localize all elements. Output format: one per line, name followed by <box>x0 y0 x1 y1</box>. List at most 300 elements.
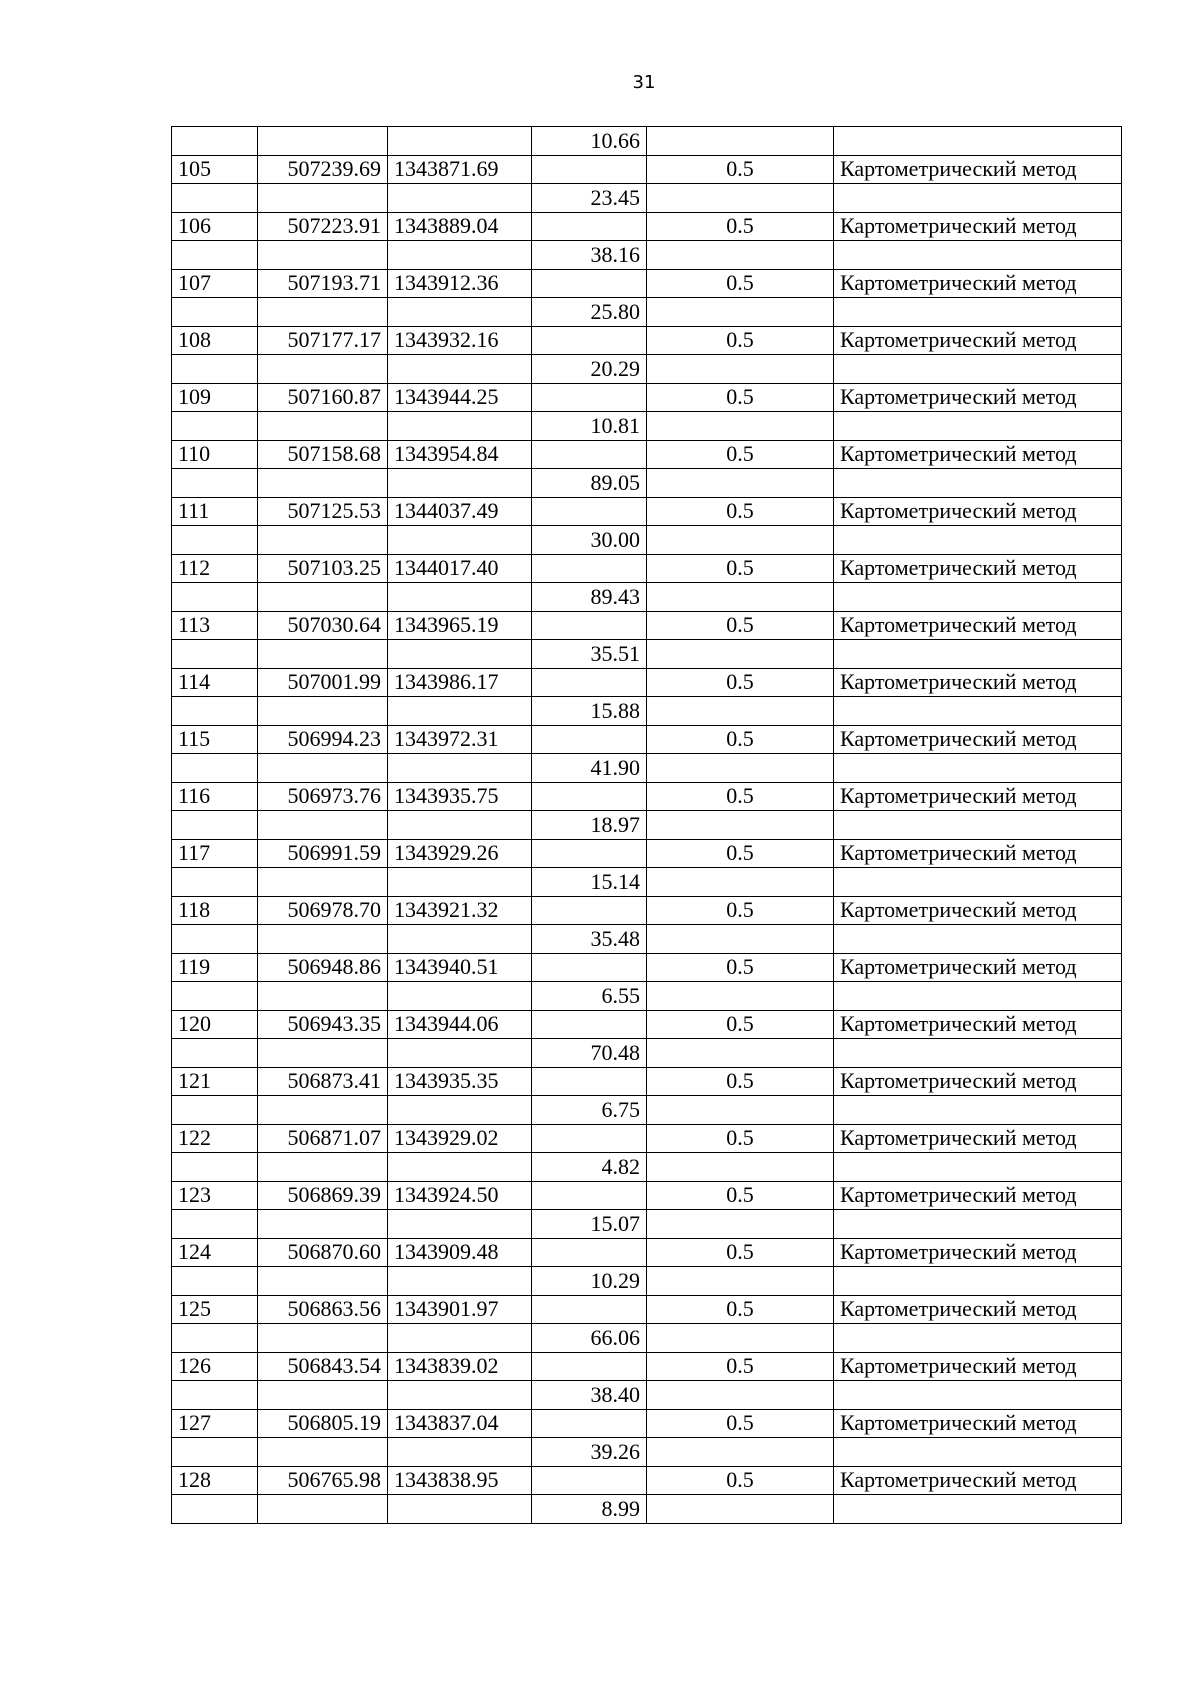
table-row <box>172 383 1122 412</box>
y-coordinate-cell: 1343921.32 <box>388 896 532 925</box>
y-coordinate-cell <box>388 754 532 783</box>
table-row <box>172 212 1122 241</box>
x-coordinate-cell <box>258 1153 388 1182</box>
x-coordinate-cell <box>258 1438 388 1467</box>
accuracy-cell: 0.5 <box>647 155 834 184</box>
point-number-cell <box>172 868 258 897</box>
point-number-cell <box>172 355 258 384</box>
distance-cell: 15.14 <box>532 868 647 897</box>
accuracy-cell <box>647 1324 834 1353</box>
y-coordinate-cell <box>388 1324 532 1353</box>
distance-cell <box>532 383 647 412</box>
y-coordinate-cell: 1343940.51 <box>388 953 532 982</box>
distance-cell: 15.07 <box>532 1210 647 1239</box>
point-number-cell: 110 <box>172 440 258 469</box>
distance-cell <box>532 497 647 526</box>
x-coordinate-cell: 507160.87 <box>258 383 388 412</box>
accuracy-cell: 0.5 <box>647 554 834 583</box>
table-row <box>172 754 1122 783</box>
y-coordinate-cell: 1343871.69 <box>388 155 532 184</box>
method-cell <box>834 1324 1122 1353</box>
x-coordinate-cell: 506973.76 <box>258 782 388 811</box>
distance-cell: 10.66 <box>532 127 647 156</box>
accuracy-cell <box>647 241 834 270</box>
point-number-cell: 109 <box>172 383 258 412</box>
table-row <box>172 1124 1122 1153</box>
x-coordinate-cell <box>258 355 388 384</box>
method-cell: Картометрический метод <box>834 953 1122 982</box>
accuracy-cell <box>647 1381 834 1410</box>
distance-cell <box>532 1124 647 1153</box>
y-coordinate-cell <box>388 1381 532 1410</box>
table-row <box>172 782 1122 811</box>
y-coordinate-cell: 1344037.49 <box>388 497 532 526</box>
distance-cell: 89.05 <box>532 469 647 498</box>
y-coordinate-cell <box>388 1495 532 1524</box>
table-row <box>172 155 1122 184</box>
x-coordinate-cell <box>258 583 388 612</box>
method-cell <box>834 127 1122 156</box>
y-coordinate-cell <box>388 868 532 897</box>
table-row <box>172 326 1122 355</box>
accuracy-cell: 0.5 <box>647 725 834 754</box>
table-row <box>172 1438 1122 1467</box>
point-number-cell: 122 <box>172 1124 258 1153</box>
table-row <box>172 269 1122 298</box>
y-coordinate-cell <box>388 1153 532 1182</box>
method-cell: Картометрический метод <box>834 383 1122 412</box>
accuracy-cell <box>647 184 834 213</box>
accuracy-cell: 0.5 <box>647 497 834 526</box>
method-cell: Картометрический метод <box>834 1181 1122 1210</box>
y-coordinate-cell: 1343972.31 <box>388 725 532 754</box>
x-coordinate-cell <box>258 412 388 441</box>
table-row <box>172 469 1122 498</box>
accuracy-cell <box>647 925 834 954</box>
table-row <box>172 127 1122 156</box>
point-number-cell: 128 <box>172 1466 258 1495</box>
y-coordinate-cell: 1343944.25 <box>388 383 532 412</box>
accuracy-cell <box>647 697 834 726</box>
x-coordinate-cell: 507001.99 <box>258 668 388 697</box>
x-coordinate-cell: 506978.70 <box>258 896 388 925</box>
point-number-cell: 120 <box>172 1010 258 1039</box>
method-cell: Картометрический метод <box>834 668 1122 697</box>
table-row <box>172 554 1122 583</box>
method-cell: Картометрический метод <box>834 269 1122 298</box>
accuracy-cell: 0.5 <box>647 1409 834 1438</box>
y-coordinate-cell: 1343901.97 <box>388 1295 532 1324</box>
accuracy-cell: 0.5 <box>647 896 834 925</box>
x-coordinate-cell: 506765.98 <box>258 1466 388 1495</box>
point-number-cell <box>172 982 258 1011</box>
distance-cell <box>532 1295 647 1324</box>
method-cell: Картометрический метод <box>834 1409 1122 1438</box>
accuracy-cell: 0.5 <box>647 1124 834 1153</box>
accuracy-cell <box>647 1495 834 1524</box>
y-coordinate-cell <box>388 925 532 954</box>
point-number-cell <box>172 469 258 498</box>
method-cell <box>834 868 1122 897</box>
method-cell: Картометрический метод <box>834 1067 1122 1096</box>
distance-cell <box>532 269 647 298</box>
x-coordinate-cell <box>258 1267 388 1296</box>
x-coordinate-cell: 506805.19 <box>258 1409 388 1438</box>
page-number: 31 <box>632 72 656 93</box>
point-number-cell <box>172 1096 258 1125</box>
distance-cell <box>532 839 647 868</box>
x-coordinate-cell: 507239.69 <box>258 155 388 184</box>
x-coordinate-cell <box>258 868 388 897</box>
table-row <box>172 1295 1122 1324</box>
point-number-cell <box>172 640 258 669</box>
x-coordinate-cell <box>258 640 388 669</box>
point-number-cell <box>172 526 258 555</box>
x-coordinate-cell <box>258 184 388 213</box>
distance-cell: 38.16 <box>532 241 647 270</box>
x-coordinate-cell: 506943.35 <box>258 1010 388 1039</box>
table-row <box>172 953 1122 982</box>
method-cell: Картометрический метод <box>834 611 1122 640</box>
table-row <box>172 1324 1122 1353</box>
point-number-cell <box>172 241 258 270</box>
x-coordinate-cell: 507158.68 <box>258 440 388 469</box>
table-row <box>172 440 1122 469</box>
accuracy-cell <box>647 583 834 612</box>
accuracy-cell: 0.5 <box>647 212 834 241</box>
distance-cell: 35.48 <box>532 925 647 954</box>
distance-cell: 20.29 <box>532 355 647 384</box>
point-number-cell: 115 <box>172 725 258 754</box>
y-coordinate-cell: 1343912.36 <box>388 269 532 298</box>
y-coordinate-cell: 1343929.02 <box>388 1124 532 1153</box>
point-number-cell: 106 <box>172 212 258 241</box>
point-number-cell <box>172 1039 258 1068</box>
x-coordinate-cell <box>258 697 388 726</box>
accuracy-cell: 0.5 <box>647 668 834 697</box>
table-row <box>172 1409 1122 1438</box>
x-coordinate-cell <box>258 925 388 954</box>
table-row <box>172 896 1122 925</box>
point-number-cell: 119 <box>172 953 258 982</box>
y-coordinate-cell <box>388 184 532 213</box>
distance-cell <box>532 782 647 811</box>
x-coordinate-cell <box>258 1039 388 1068</box>
method-cell <box>834 298 1122 327</box>
table-row <box>172 1010 1122 1039</box>
point-number-cell: 125 <box>172 1295 258 1324</box>
coordinates-table <box>171 126 1122 1524</box>
y-coordinate-cell: 1343929.26 <box>388 839 532 868</box>
method-cell <box>834 1210 1122 1239</box>
point-number-cell: 105 <box>172 155 258 184</box>
method-cell <box>834 982 1122 1011</box>
distance-cell <box>532 611 647 640</box>
y-coordinate-cell <box>388 355 532 384</box>
x-coordinate-cell: 507103.25 <box>258 554 388 583</box>
table-row <box>172 611 1122 640</box>
x-coordinate-cell <box>258 982 388 1011</box>
accuracy-cell <box>647 1096 834 1125</box>
point-number-cell <box>172 1438 258 1467</box>
accuracy-cell: 0.5 <box>647 1466 834 1495</box>
accuracy-cell <box>647 412 834 441</box>
x-coordinate-cell <box>258 469 388 498</box>
y-coordinate-cell: 1343838.95 <box>388 1466 532 1495</box>
point-number-cell: 112 <box>172 554 258 583</box>
distance-cell <box>532 1010 647 1039</box>
y-coordinate-cell: 1343889.04 <box>388 212 532 241</box>
method-cell <box>834 583 1122 612</box>
method-cell <box>834 1096 1122 1125</box>
table-row <box>172 1210 1122 1239</box>
method-cell <box>834 697 1122 726</box>
y-coordinate-cell <box>388 1039 532 1068</box>
table-row <box>172 640 1122 669</box>
point-number-cell: 113 <box>172 611 258 640</box>
method-cell <box>834 526 1122 555</box>
distance-cell <box>532 155 647 184</box>
x-coordinate-cell: 507125.53 <box>258 497 388 526</box>
method-cell: Картометрический метод <box>834 1466 1122 1495</box>
table-row <box>172 839 1122 868</box>
method-cell: Картометрический метод <box>834 725 1122 754</box>
accuracy-cell <box>647 1267 834 1296</box>
table-row <box>172 868 1122 897</box>
distance-cell: 10.29 <box>532 1267 647 1296</box>
point-number-cell <box>172 127 258 156</box>
accuracy-cell: 0.5 <box>647 1238 834 1267</box>
method-cell: Картометрический метод <box>834 212 1122 241</box>
point-number-cell: 124 <box>172 1238 258 1267</box>
distance-cell: 23.45 <box>532 184 647 213</box>
accuracy-cell <box>647 868 834 897</box>
distance-cell <box>532 1067 647 1096</box>
point-number-cell: 114 <box>172 668 258 697</box>
x-coordinate-cell: 506869.39 <box>258 1181 388 1210</box>
distance-cell: 10.81 <box>532 412 647 441</box>
table-row <box>172 1181 1122 1210</box>
accuracy-cell: 0.5 <box>647 326 834 355</box>
method-cell <box>834 1381 1122 1410</box>
table-row <box>172 697 1122 726</box>
x-coordinate-cell <box>258 1096 388 1125</box>
distance-cell: 6.55 <box>532 982 647 1011</box>
x-coordinate-cell: 507177.17 <box>258 326 388 355</box>
method-cell <box>834 1039 1122 1068</box>
point-number-cell <box>172 184 258 213</box>
distance-cell <box>532 668 647 697</box>
y-coordinate-cell <box>388 298 532 327</box>
table-row <box>172 1039 1122 1068</box>
distance-cell <box>532 1352 647 1381</box>
method-cell <box>834 925 1122 954</box>
table-row <box>172 1352 1122 1381</box>
point-number-cell <box>172 1495 258 1524</box>
distance-cell <box>532 212 647 241</box>
table-row <box>172 1267 1122 1296</box>
table-row <box>172 298 1122 327</box>
table-row <box>172 811 1122 840</box>
point-number-cell <box>172 1210 258 1239</box>
method-cell: Картометрический метод <box>834 839 1122 868</box>
x-coordinate-cell: 507193.71 <box>258 269 388 298</box>
point-number-cell: 108 <box>172 326 258 355</box>
method-cell <box>834 241 1122 270</box>
method-cell <box>834 355 1122 384</box>
point-number-cell <box>172 412 258 441</box>
coordinates-table-body <box>172 127 1122 1524</box>
method-cell: Картометрический метод <box>834 1010 1122 1039</box>
accuracy-cell: 0.5 <box>647 1181 834 1210</box>
method-cell: Картометрический метод <box>834 782 1122 811</box>
y-coordinate-cell: 1343965.19 <box>388 611 532 640</box>
method-cell <box>834 754 1122 783</box>
point-number-cell: 126 <box>172 1352 258 1381</box>
y-coordinate-cell <box>388 811 532 840</box>
accuracy-cell: 0.5 <box>647 269 834 298</box>
y-coordinate-cell <box>388 1096 532 1125</box>
y-coordinate-cell: 1343924.50 <box>388 1181 532 1210</box>
y-coordinate-cell <box>388 1210 532 1239</box>
x-coordinate-cell <box>258 754 388 783</box>
distance-cell: 66.06 <box>532 1324 647 1353</box>
accuracy-cell <box>647 1153 834 1182</box>
y-coordinate-cell: 1343935.75 <box>388 782 532 811</box>
x-coordinate-cell: 506843.54 <box>258 1352 388 1381</box>
point-number-cell <box>172 697 258 726</box>
x-coordinate-cell: 506991.59 <box>258 839 388 868</box>
y-coordinate-cell <box>388 127 532 156</box>
y-coordinate-cell <box>388 1267 532 1296</box>
accuracy-cell: 0.5 <box>647 1010 834 1039</box>
x-coordinate-cell: 507223.91 <box>258 212 388 241</box>
table-row <box>172 1381 1122 1410</box>
method-cell <box>834 1438 1122 1467</box>
distance-cell: 15.88 <box>532 697 647 726</box>
x-coordinate-cell <box>258 1324 388 1353</box>
table-row <box>172 1495 1122 1524</box>
y-coordinate-cell <box>388 526 532 555</box>
method-cell: Картометрический метод <box>834 1352 1122 1381</box>
accuracy-cell <box>647 982 834 1011</box>
table-row <box>172 583 1122 612</box>
point-number-cell <box>172 754 258 783</box>
table-row <box>172 1238 1122 1267</box>
distance-cell: 39.26 <box>532 1438 647 1467</box>
distance-cell: 89.43 <box>532 583 647 612</box>
y-coordinate-cell: 1343935.35 <box>388 1067 532 1096</box>
distance-cell <box>532 896 647 925</box>
x-coordinate-cell <box>258 811 388 840</box>
point-number-cell: 123 <box>172 1181 258 1210</box>
point-number-cell: 127 <box>172 1409 258 1438</box>
accuracy-cell: 0.5 <box>647 611 834 640</box>
distance-cell <box>532 725 647 754</box>
y-coordinate-cell <box>388 469 532 498</box>
method-cell: Картометрический метод <box>834 497 1122 526</box>
point-number-cell: 116 <box>172 782 258 811</box>
y-coordinate-cell <box>388 412 532 441</box>
table-row <box>172 1096 1122 1125</box>
table-row <box>172 1067 1122 1096</box>
x-coordinate-cell <box>258 526 388 555</box>
y-coordinate-cell <box>388 982 532 1011</box>
x-coordinate-cell: 506873.41 <box>258 1067 388 1096</box>
y-coordinate-cell: 1343944.06 <box>388 1010 532 1039</box>
x-coordinate-cell: 507030.64 <box>258 611 388 640</box>
method-cell: Картометрический метод <box>834 554 1122 583</box>
point-number-cell <box>172 583 258 612</box>
accuracy-cell <box>647 298 834 327</box>
table-row <box>172 1466 1122 1495</box>
x-coordinate-cell <box>258 1381 388 1410</box>
x-coordinate-cell <box>258 127 388 156</box>
accuracy-cell <box>647 1039 834 1068</box>
x-coordinate-cell <box>258 241 388 270</box>
distance-cell: 38.40 <box>532 1381 647 1410</box>
distance-cell: 6.75 <box>532 1096 647 1125</box>
table-row <box>172 982 1122 1011</box>
accuracy-cell <box>647 127 834 156</box>
accuracy-cell: 0.5 <box>647 1067 834 1096</box>
accuracy-cell <box>647 1438 834 1467</box>
y-coordinate-cell: 1343909.48 <box>388 1238 532 1267</box>
point-number-cell: 121 <box>172 1067 258 1096</box>
distance-cell: 25.80 <box>532 298 647 327</box>
x-coordinate-cell <box>258 1210 388 1239</box>
method-cell <box>834 412 1122 441</box>
table-row <box>172 526 1122 555</box>
table-row <box>172 925 1122 954</box>
distance-cell <box>532 1181 647 1210</box>
x-coordinate-cell: 506871.07 <box>258 1124 388 1153</box>
table-row <box>172 725 1122 754</box>
accuracy-cell: 0.5 <box>647 1295 834 1324</box>
point-number-cell <box>172 1381 258 1410</box>
distance-cell: 18.97 <box>532 811 647 840</box>
y-coordinate-cell: 1343839.02 <box>388 1352 532 1381</box>
accuracy-cell: 0.5 <box>647 782 834 811</box>
distance-cell <box>532 440 647 469</box>
distance-cell: 70.48 <box>532 1039 647 1068</box>
accuracy-cell <box>647 469 834 498</box>
x-coordinate-cell: 506870.60 <box>258 1238 388 1267</box>
point-number-cell <box>172 1153 258 1182</box>
point-number-cell <box>172 298 258 327</box>
accuracy-cell: 0.5 <box>647 440 834 469</box>
method-cell: Картометрический метод <box>834 1238 1122 1267</box>
distance-cell <box>532 1466 647 1495</box>
method-cell <box>834 184 1122 213</box>
y-coordinate-cell <box>388 640 532 669</box>
table-row <box>172 412 1122 441</box>
table-row <box>172 355 1122 384</box>
x-coordinate-cell <box>258 1495 388 1524</box>
table-row <box>172 668 1122 697</box>
method-cell: Картометрический метод <box>834 155 1122 184</box>
x-coordinate-cell <box>258 298 388 327</box>
table-row <box>172 184 1122 213</box>
y-coordinate-cell <box>388 1438 532 1467</box>
distance-cell <box>532 953 647 982</box>
accuracy-cell <box>647 754 834 783</box>
distance-cell <box>532 326 647 355</box>
method-cell <box>834 469 1122 498</box>
distance-cell <box>532 1409 647 1438</box>
method-cell: Картометрический метод <box>834 896 1122 925</box>
y-coordinate-cell: 1343986.17 <box>388 668 532 697</box>
